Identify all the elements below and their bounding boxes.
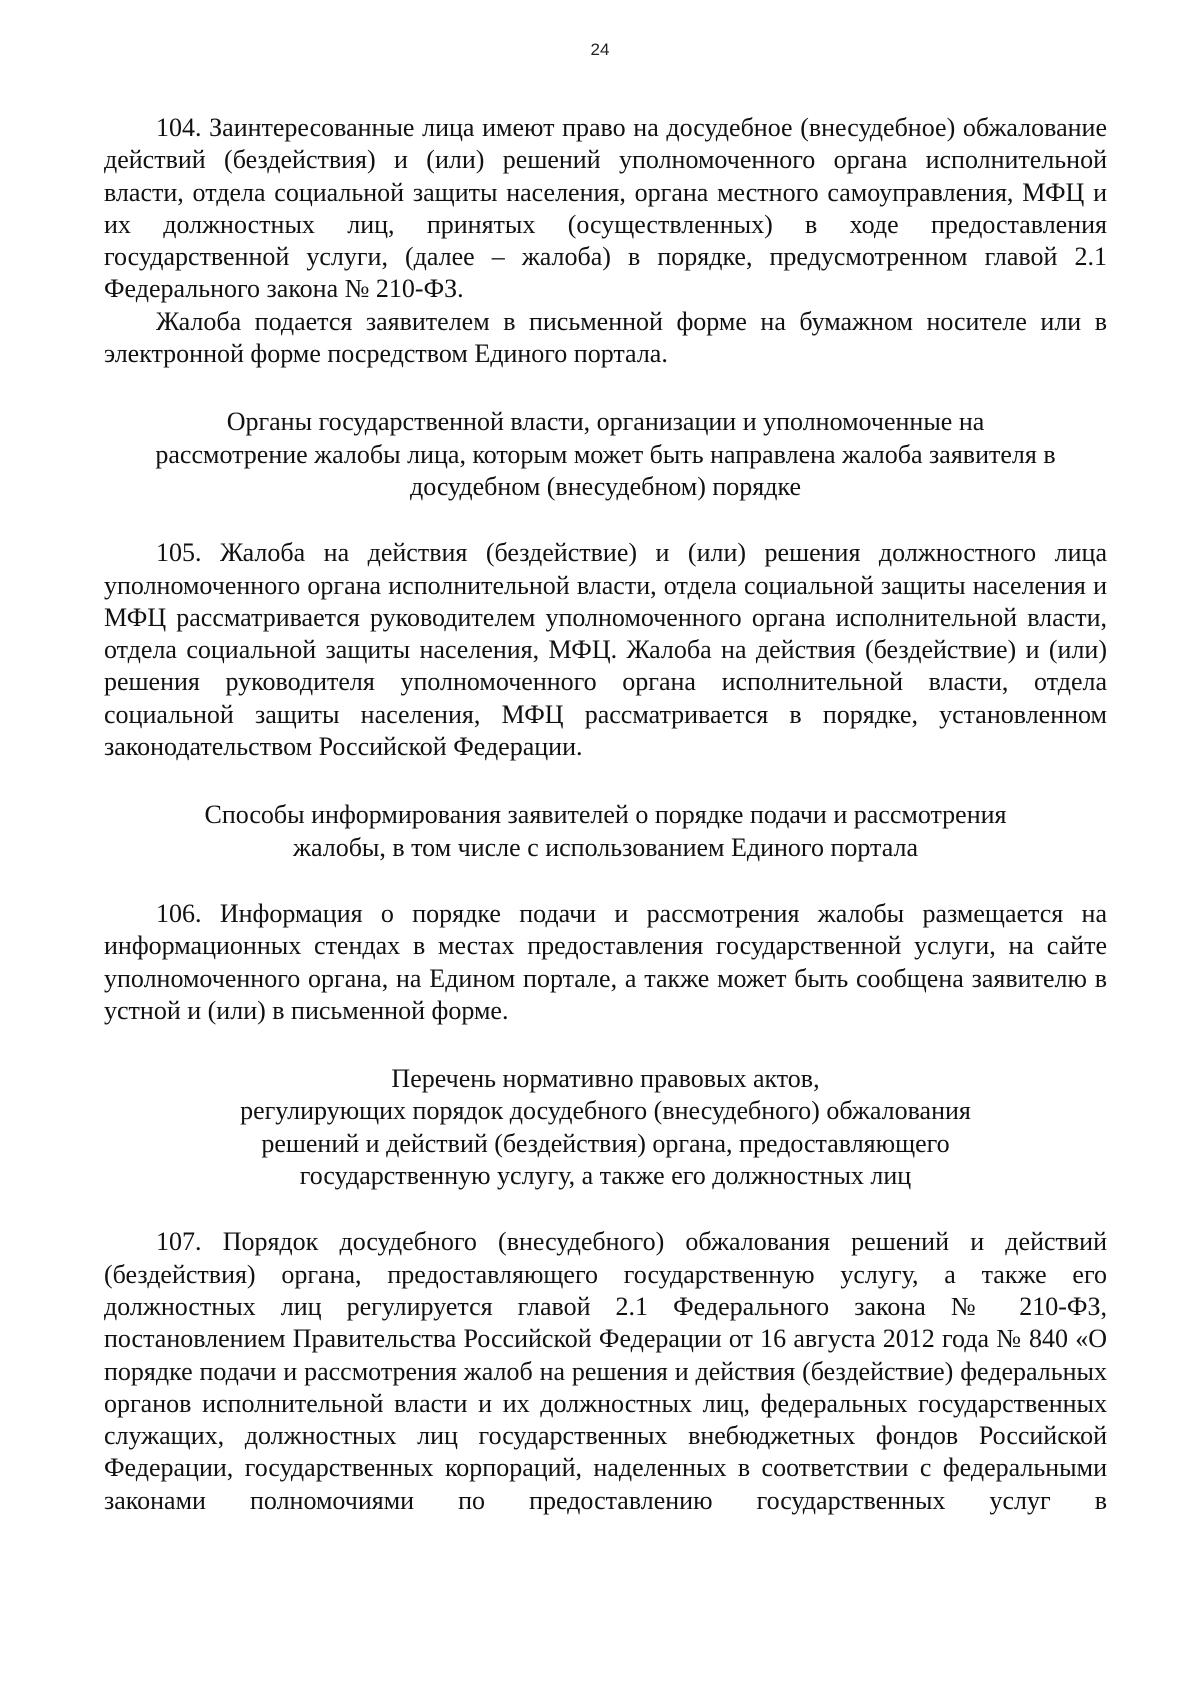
paragraph-105: 105. Жалоба на действия (бездействие) и (или) решения должностного лица уполномоченного органа исполнительной власти, отдела социальной защиты населения и МФЦ рассматривается руководителем уполномоченного органа исполнительной власти, отдела социальной защиты населения, МФЦ. Жалоба на действия (бездействие) и (или) решения руководителя уполномоченного органа исполнительной власти, отдела социальной защиты населения, МФЦ рассматривается в порядке, установленном законодательством Российской Федерации. [104,538,1107,762]
paragraph-complaint-form: Жалоба подается заявителем в письменной форме на бумажном носителе или в электронной форме посредством Единого портала. [104,306,1107,369]
heading-line: государственную услугу, а также его должностных лиц [299,1161,912,1191]
section-heading-informing-methods [104,799,1107,864]
heading-line: решений и действий (бездействия) органа, предоставляющего [261,1128,950,1158]
heading-line: рассмотрение жалобы лица, которым может быть направлена жалоба заявителя в [155,439,1056,469]
paragraph-104: 104. Заинтересованные лица имеют право на досудебное (внесудебное) обжалование действий (бездействия) и (или) решений уполномоченного органа исполнительной власти, отдела социальной защиты населения, органа местного самоуправления, МФЦ и их должностных лиц, принятых (осуществленных) в ходе предоставления государственной услуги, (далее – жалоба) в порядке, предусмотренном главой 2.1 Федерального закона № 210-ФЗ. [104,113,1107,304]
heading-line: регулирующих порядок досудебного (внесудебного) обжалования [240,1096,971,1126]
page-number: 24 [590,40,610,59]
heading-line: Органы государственной власти, организации и уполномоченные на [226,407,985,437]
section-heading-legal-acts [104,1063,1107,1192]
document-body [104,112,1107,1517]
heading-line: досудебном (внесудебном) порядке [409,471,802,501]
heading-line: Перечень нормативно правовых актов, [391,1064,820,1094]
paragraph-107: 107. Порядок досудебного (внесудебного) обжалования решений и действий (бездействия) органа, предоставляющего государственную услугу, а также его должностных лиц регулируется главой 2.1 Федерального закона № 210-ФЗ, постановлением Правительства Российской Федерации от 16 августа 2012 года № 840 «О порядке подачи и рассмотрения жалоб на решения и действия (бездействие) федеральных органов исполнительной власти и их должностных лиц, федеральных государственных служащих, должностных лиц государственных внебюджетных фондов Российской Федерации, государственных корпораций, наделенных в соответствии с федеральными законами полномочиями по предоставлению государственных услуг в [104,1227,1107,1515]
heading-line: жалобы, в том числе с использованием Единого портала [292,832,918,862]
paragraph-106: 106. Информация о порядке подачи и рассмотрения жалобы размещается на информационных стендах в местах предоставления государственной услуги, на сайте уполномоченного органа, на Едином портале, а также может быть сообщена заявителю в устной и (или) в письменной форме. [104,898,1107,1025]
section-heading-complaint-bodies [104,406,1107,503]
heading-line: Способы информирования заявителей о порядке подачи и рассмотрения [204,800,1007,830]
